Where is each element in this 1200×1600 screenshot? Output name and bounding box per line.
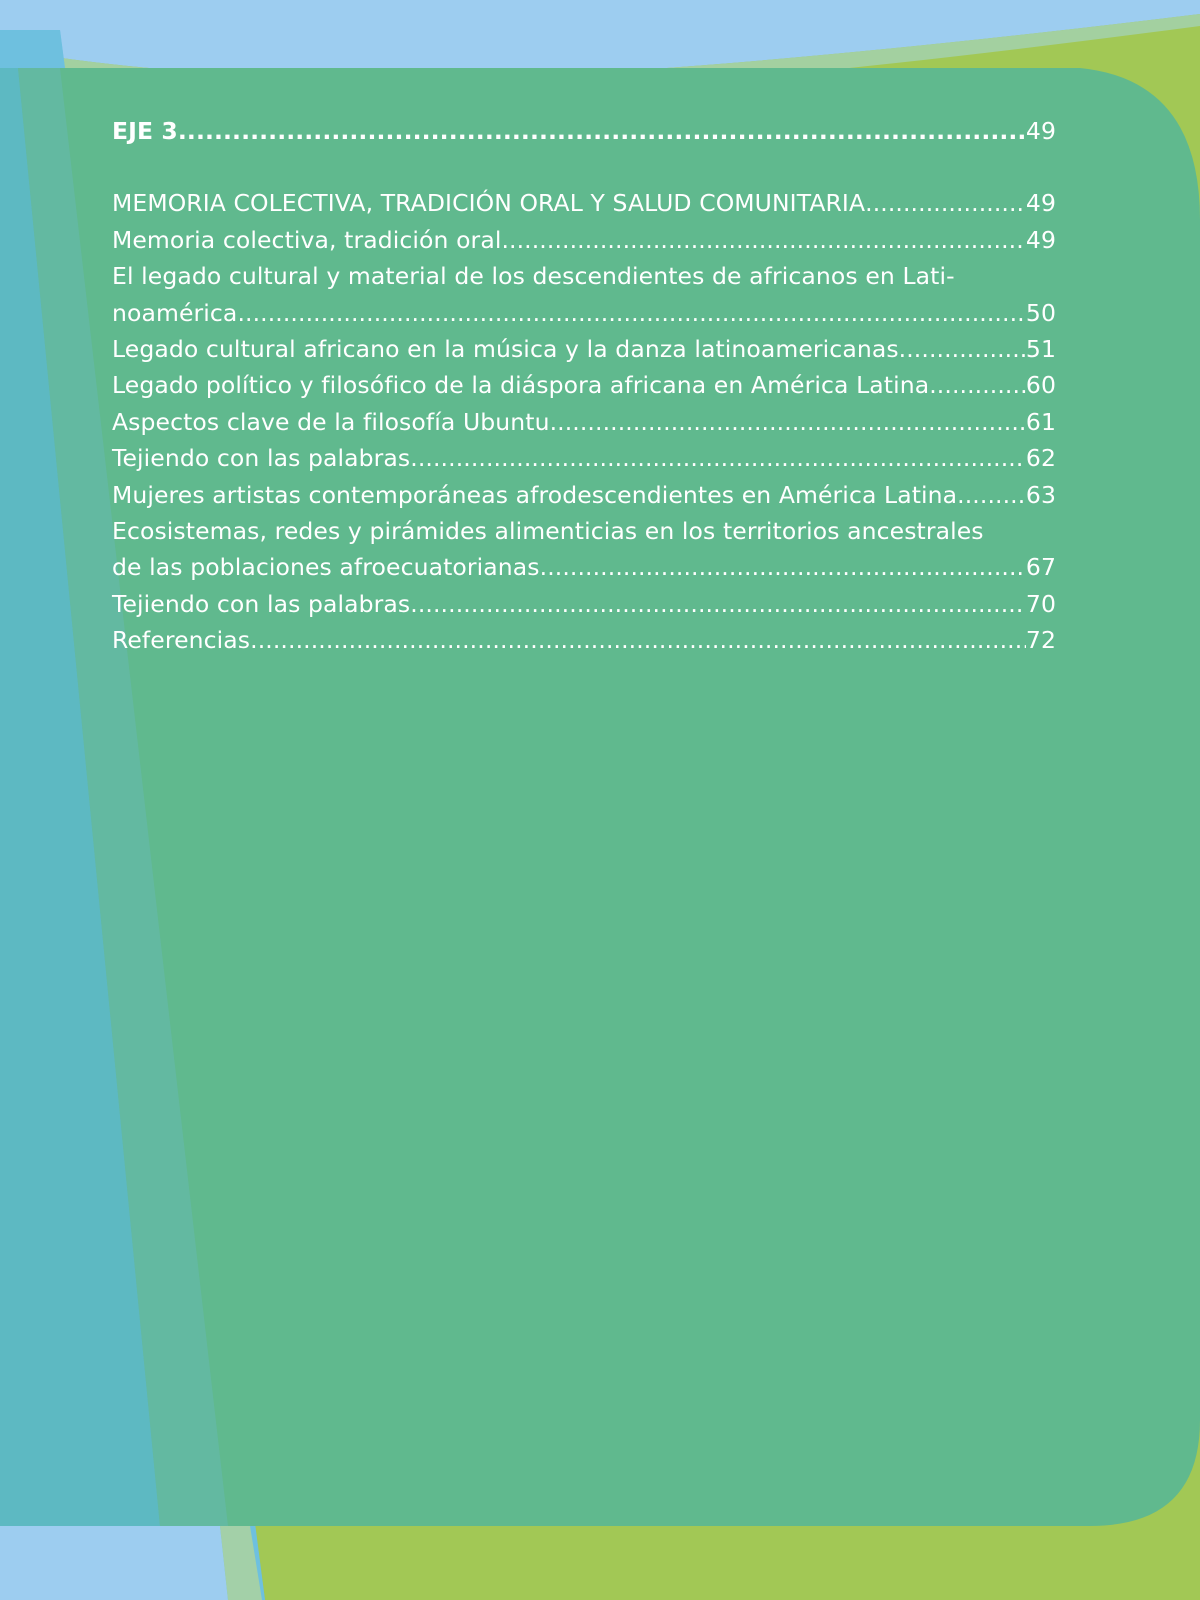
toc-entry[interactable] [112,185,1056,221]
toc-entry-title: Mujeres artistas contemporáneas afrodescendientes en América Latina [112,480,958,509]
toc-entry-page: 63 [1025,480,1056,509]
toc-spacer [112,149,1056,185]
toc-entry-title: Tejiendo con las palabras [112,589,411,618]
table-of-contents [112,113,1056,659]
toc-entry[interactable] [112,549,1056,585]
toc-leader [410,440,1026,476]
toc-heading[interactable] [112,113,1056,149]
toc-leader [865,185,1026,221]
toc-leader [899,331,1026,367]
toc-heading-page: 49 [1025,117,1056,145]
toc-entry-page: 51 [1025,335,1056,364]
toc-entry-page: 70 [1025,589,1056,618]
toc-entry-title-line[interactable]: Ecosistemas, redes y pirámides alimenticias en los territorios ancestrales [112,517,984,546]
toc-entry-title: Aspectos clave de la filosofía Ubuntu [112,407,550,436]
toc-entry-page: 50 [1025,298,1056,327]
toc-entry-title: Legado cultural africano en la música y la danza latinoamericanas [112,335,899,364]
toc-leader [957,477,1026,513]
toc-entry[interactable] [112,331,1056,367]
toc-entry[interactable] [112,477,1056,513]
toc-entry-page: 72 [1025,626,1056,655]
toc-entry-title: MEMORIA COLECTIVA, TRADICIÓN ORAL Y SALUD COMUNITARIA [112,189,866,218]
toc-entry-title: Memoria colectiva, tradición oral [112,225,502,254]
toc-leader [550,404,1026,440]
toc-leader [410,586,1026,622]
toc-leader [540,549,1026,585]
toc-entry[interactable] [112,586,1056,622]
toc-entry-title: noamérica [112,298,238,327]
toc-leader [501,222,1025,258]
toc-entry-page: 49 [1025,225,1056,254]
toc-entry-page: 67 [1025,553,1056,582]
toc-entry-page: 61 [1025,407,1056,436]
toc-leader [178,113,1026,149]
toc-entry[interactable] [112,440,1056,476]
toc-entry-title: de las poblaciones afroecuatorianas [112,553,540,582]
toc-entry-page: 49 [1025,189,1056,218]
toc-entry[interactable] [112,295,1056,331]
toc-entry[interactable] [112,622,1056,658]
toc-entry-title: Tejiendo con las palabras [112,444,411,473]
toc-heading-label: EJE 3 [112,117,178,145]
toc-entry-page: 60 [1025,371,1056,400]
toc-leader [929,367,1026,403]
toc-leader [250,622,1026,658]
toc-entry[interactable] [112,404,1056,440]
toc-entry-title: Legado político y filosófico de la diáspora africana en América Latina [112,371,930,400]
toc-entry[interactable] [112,222,1056,258]
toc-entry-title: Referencias [112,626,251,655]
toc-entry-title-line[interactable]: El legado cultural y material de los descendientes de africanos en Lati- [112,262,955,291]
toc-entry-page: 62 [1025,444,1056,473]
toc-entry[interactable] [112,367,1056,403]
toc-leader [237,295,1025,331]
